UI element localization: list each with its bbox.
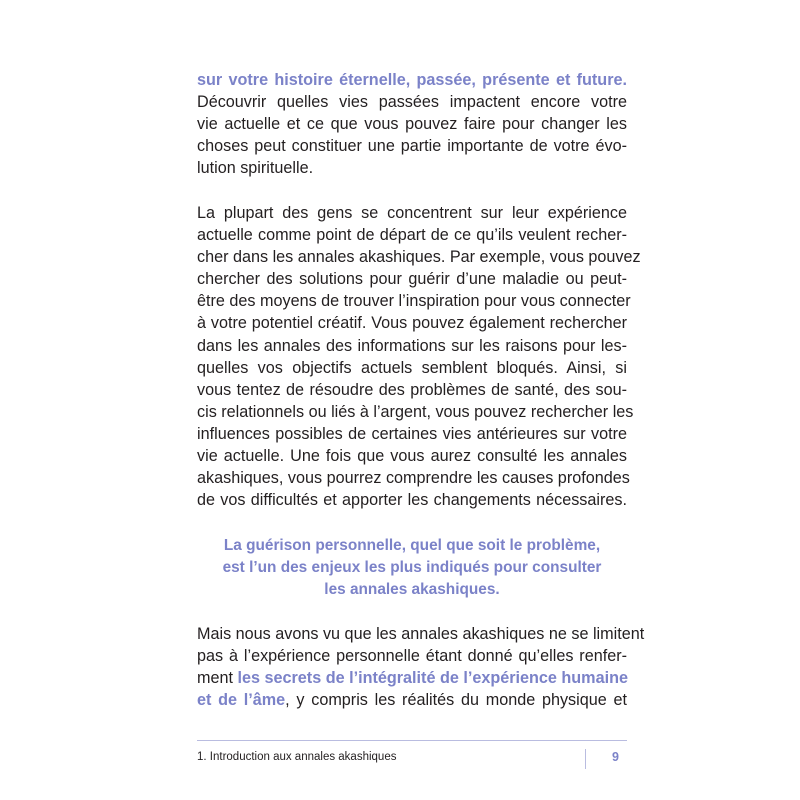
pull-quote-line: La guérison personnelle, quel que soit le problème, [223, 537, 601, 554]
highlighted-line: sur votre histoire éternelle, passée, présente et future. [197, 71, 627, 89]
text-line: chercher des solutions pour guérir d’une maladie ou peut- [197, 270, 627, 289]
text-line: akashiques, vous pourrez comprendre les causes profondes [197, 469, 630, 488]
text-segment: , y compris les réalités du monde physique et [285, 691, 627, 710]
text-line: lution spirituelle. [197, 159, 314, 178]
text-line: être des moyens de trouver l’inspiration pour vous connecter [197, 292, 631, 311]
pull-quote-line: est l’un des enjeux les plus indiqués pour consulter [222, 559, 602, 577]
text-segment: ment [197, 669, 238, 688]
text-line: Découvrir quelles vies passées impactent encore votre [197, 93, 627, 112]
text-line: vie actuelle et ce que vous pouvez faire pour changer les [197, 115, 627, 134]
text-line: vie actuelle. Une fois que vous aurez consulté les annales [197, 447, 627, 466]
pull-quote [197, 535, 627, 601]
text-line-mixed [197, 689, 627, 711]
text-line: cher dans les annales akashiques. Par exemple, vous pouvez [197, 248, 641, 267]
chapter-title: 1. Introduction aux annales akashiques [197, 751, 397, 763]
text-line: pas à l’expérience personnelle étant donné qu’elles renfer- [197, 647, 627, 666]
pull-quote-line: les annales akashiques. [324, 581, 500, 599]
highlighted-text: et de l’âme [197, 691, 286, 710]
footer-divider [197, 740, 627, 741]
text-line: de vos difficultés et apporter les changements nécessaires. [197, 491, 627, 510]
text-line: La plupart des gens se concentrent sur leur expérience [197, 204, 627, 222]
text-line: Mais nous avons vu que les annales akashiques ne se limitent [197, 625, 645, 643]
page-number: 9 [612, 750, 619, 764]
text-line: actuelle comme point de départ de ce qu’ils veulent recher- [197, 226, 627, 245]
text-line: vous tentez de résoudre des problèmes de santé, des sou- [197, 380, 627, 399]
text-line: influences possibles de certaines vies antérieures sur votre [197, 424, 627, 443]
text-line: cis relationnels ou liés à l’argent, vous pouvez rechercher les [197, 402, 634, 421]
highlighted-text: les secrets de l’intégralité de l’expérience humaine [237, 669, 628, 688]
paragraph-3 [197, 623, 645, 711]
paragraph-1 [197, 69, 627, 179]
text-line-mixed [197, 667, 627, 689]
text-line: à votre potentiel créatif. Vous pouvez également rechercher [197, 314, 627, 333]
paragraph-2 [197, 202, 641, 511]
text-line: dans les annales des informations sur les raisons pour les- [197, 336, 627, 355]
text-line: choses peut constituer une partie importante de votre évo- [197, 137, 627, 156]
footer-separator [585, 749, 586, 769]
text-line: quelles vos objectifs actuels semblent bloqués. Ainsi, si [197, 358, 627, 377]
